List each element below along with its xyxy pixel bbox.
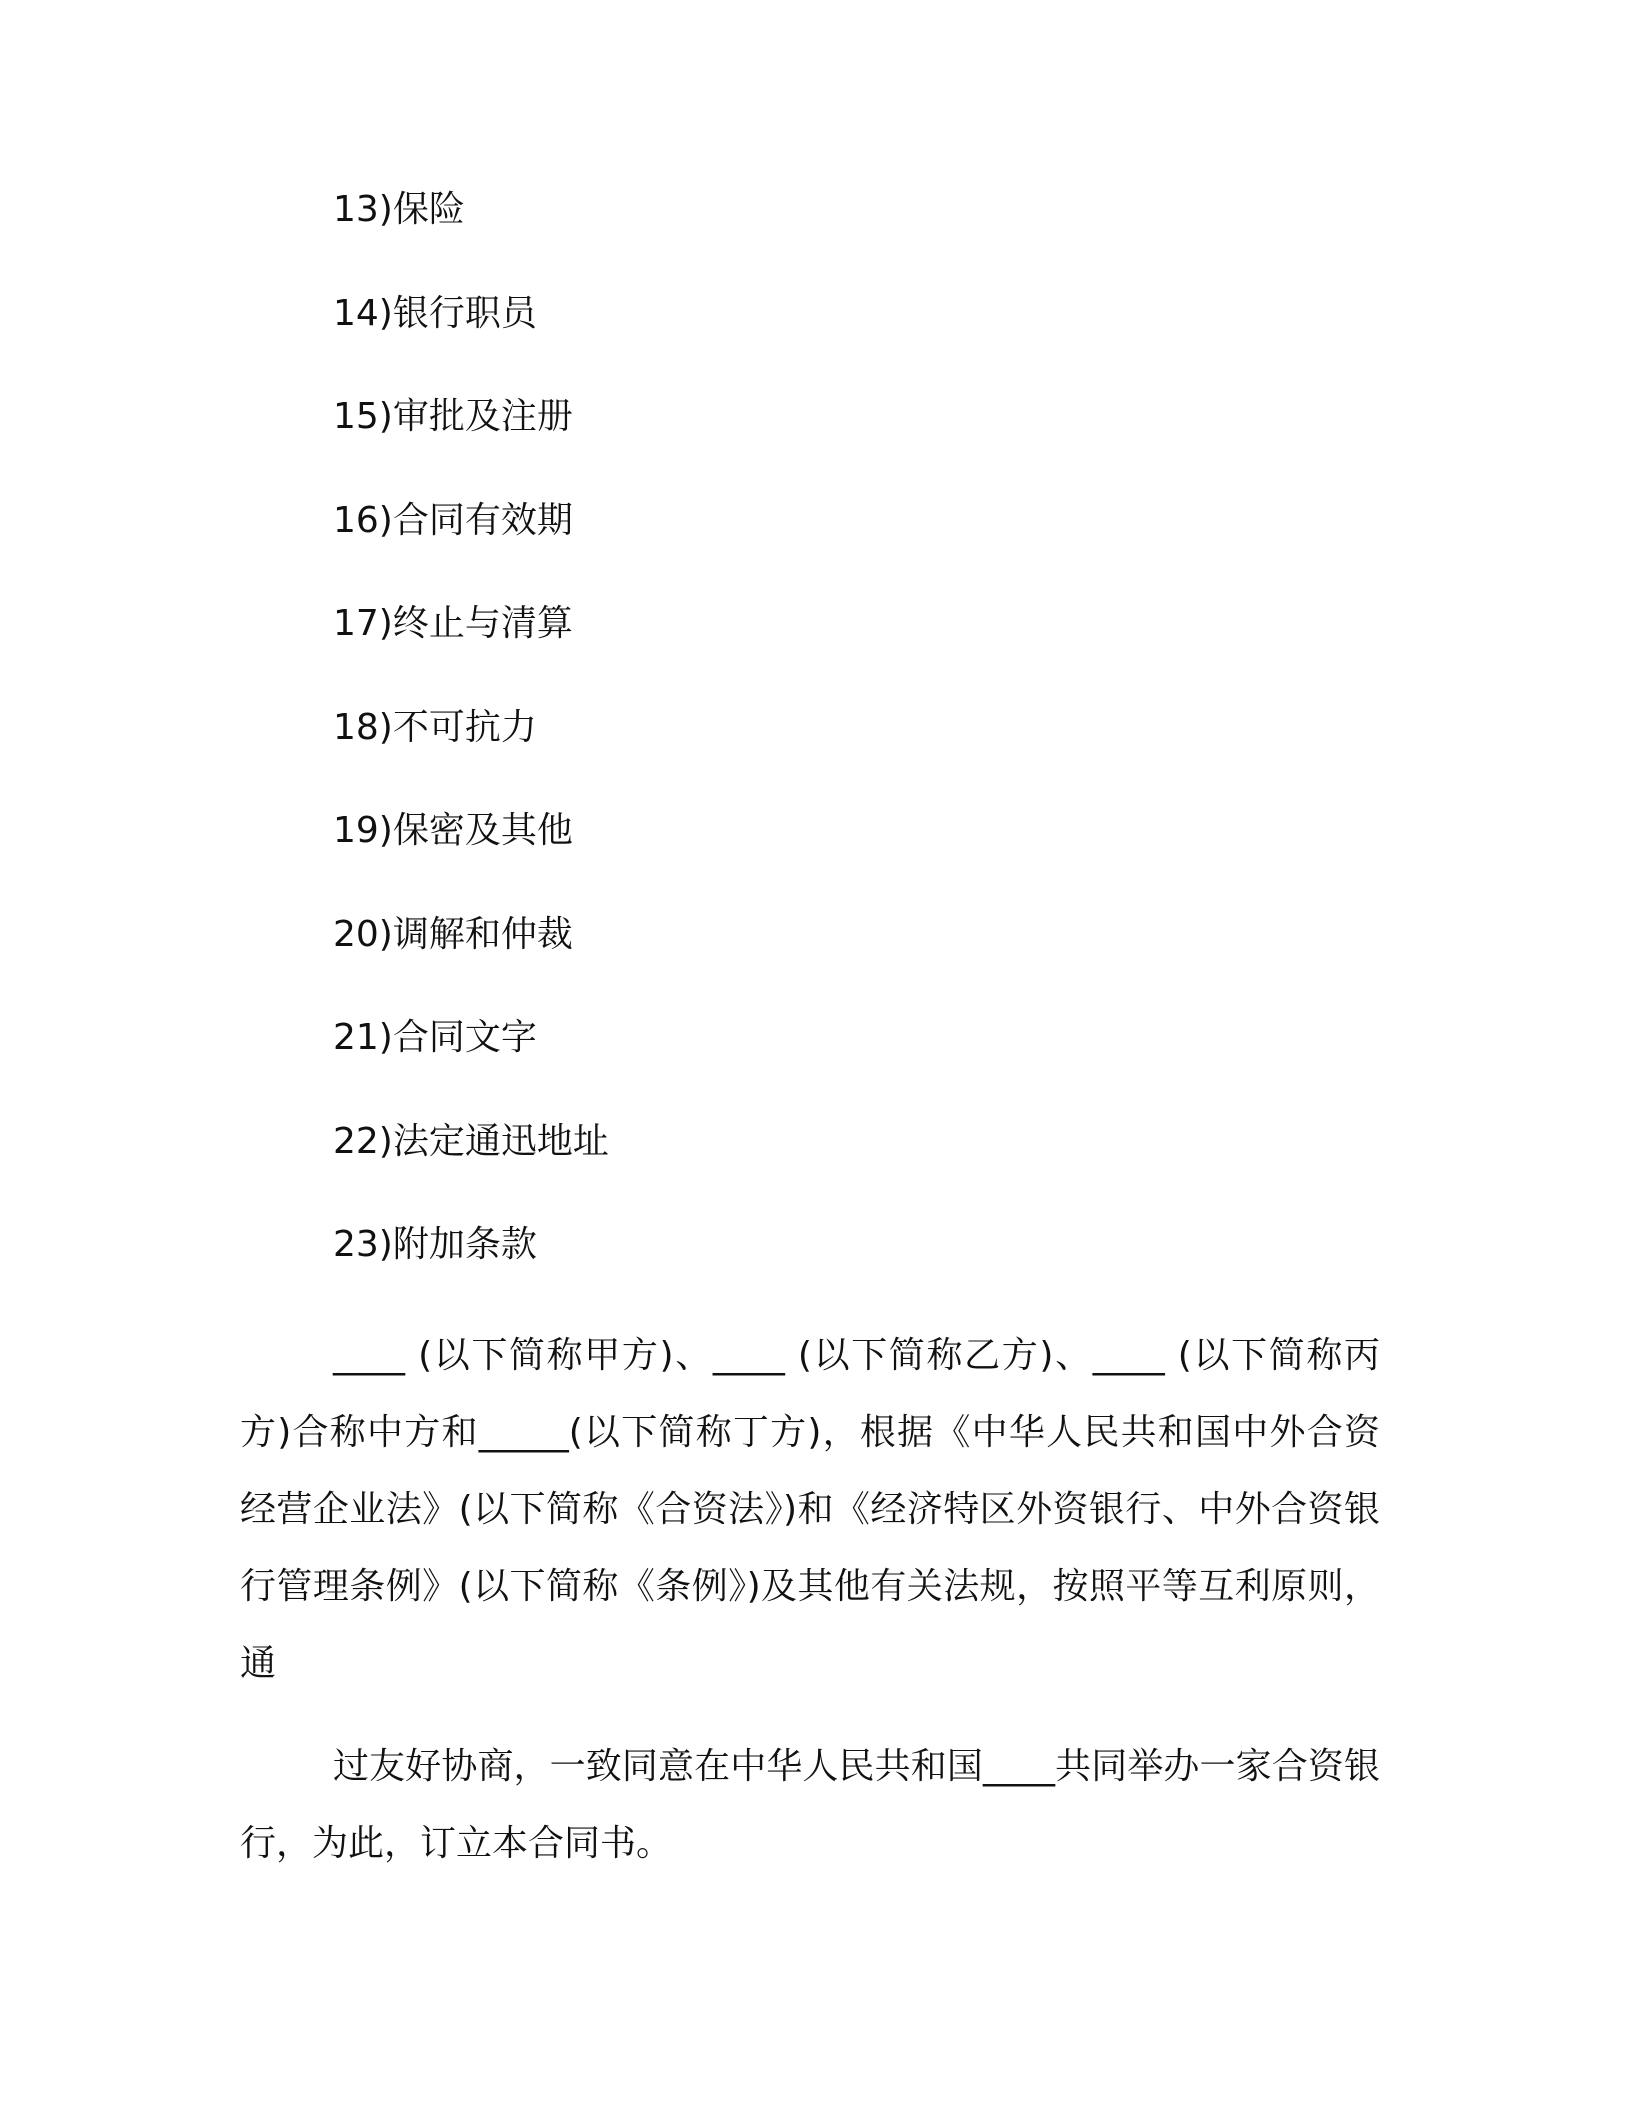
- clause-item: 20)调解和仲裁: [333, 913, 573, 955]
- clause-item: 18)不可抗力: [333, 706, 537, 748]
- clause-item: 17)终止与清算: [333, 603, 573, 644]
- clause-item: 23)附加条款: [333, 1224, 537, 1265]
- clause-item: 22)法定通迅地址: [333, 1120, 609, 1162]
- clause-item: 15)审批及注册: [333, 396, 573, 437]
- preamble-paragraph: ____ (以下简称甲方)、____ (以下简称乙方)、____ (以下简称丙方)合称中方和_____(以下简称丁方)，根据《中华人民共和国中外合资经营企业法》(以下简称《合资法》)和《经济特区外资银行、中外合资银行管理条例》(以下简称《条例》)及其他有关法规，按照平等互利原则，通: [240, 1335, 1380, 1684]
- clause-item: 21)合同文字: [333, 1017, 537, 1058]
- agreement-paragraph: 过友好协商，一致同意在中华人民共和国____共同举办一家合资银行，为此，订立本合同书。: [240, 1746, 1380, 1864]
- clause-list: [333, 190, 609, 1329]
- clause-item: 16)合同有效期: [333, 499, 573, 541]
- clause-item: 13)保险: [333, 189, 465, 230]
- clause-item: 19)保密及其他: [333, 810, 573, 851]
- clause-item: 14)银行职员: [333, 292, 537, 334]
